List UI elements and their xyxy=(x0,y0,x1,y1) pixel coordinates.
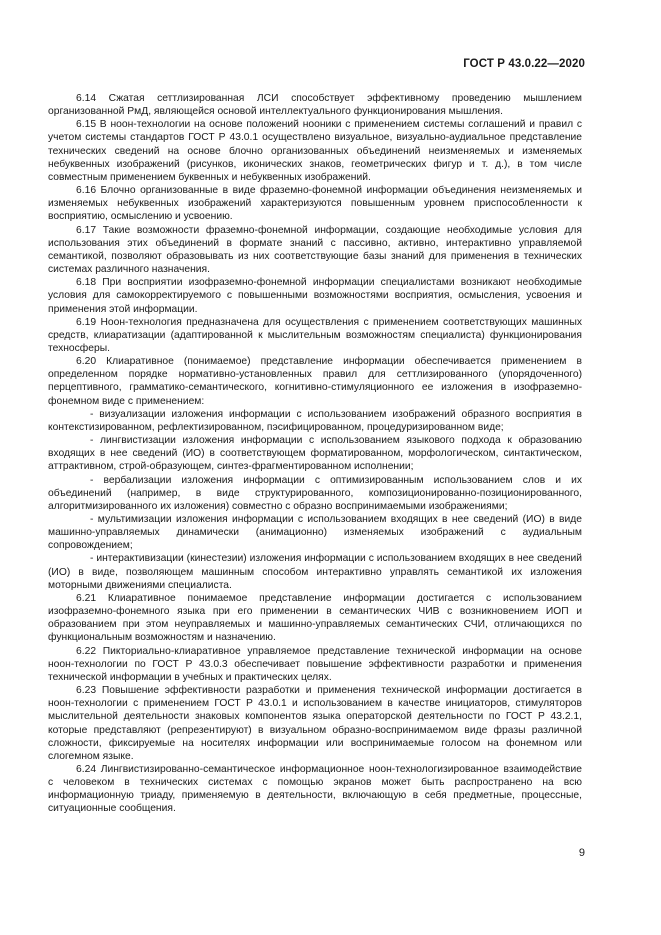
paragraph: 6.16 Блочно организованные в виде фраземно-фонемной информации объединения неизменяемых и изменяемых небуквенных изображений характеризуются повышенным уровнем приспособленности к восприятию, осмыслению и усвоению. xyxy=(48,185,582,223)
paragraph: 6.15 В ноон-технологии на основе положений нооники с применением системы соглашений и правил с учетом системы стандартов ГОСТ Р 43.0.1 осуществлено визуальное, визуально-аудиальное представление технических сведений на основе блочно организованных объединений неизменяемых и изменяемых небуквенных изображений (рисунков, иконических знаков, геометрических фигур и т. д.), в том числе совместным применением буквенных и небуквенных изображений. xyxy=(48,119,582,183)
paragraph: 6.23 Повышение эффективности разработки и применения технической информации достигается в ноон-технологии с применением ГОСТ Р 43.0.1 и использованием в качестве инициаторов, стимуляторов мыслительной деятельности знаковых компонентов языка операторской деятельности по ГОСТ Р 43.2.1, которые представляют (репрезентируют) в визуальном образно-воспринимаемом виде фразы различной сложности, фиксируемые на носителях информации или воспринимаемые голосом на фонемном или слогемном языке. xyxy=(48,685,582,762)
paragraph: 6.22 Пикториально-клиаративное управляемое представление технической информации на основе ноон-технологии по ГОСТ Р 43.0.3 обеспечивает повышение эффективности разработки и применения технической информации в учебных и практических целях. xyxy=(48,645,582,683)
list-item: - визуализации изложения информации с использованием изображений образного восприятия в контекстизированном, рефлектизированном, пэсифицированном, процедуризированном виде; xyxy=(48,408,582,433)
list-item: - лингвистизации изложения информации с использованием языкового подхода к образованию входящих в нее сведений (ИО) в соответствующем форматированном, морфологическом, синтактическом, аттрактивном, строй-образующем, синтез-фрагментированном исполнении; xyxy=(48,435,582,473)
document-body xyxy=(48,92,582,816)
paragraph: 6.20 Клиаративное (понимаемое) представление информации обеспечивается применением в определенном порядке нормативно-установленных правил для сеттлизированного (упорядоченного) перцептивного, грамматико-семантического, когнитивно-стимуляционного ее изложения в изофраземно-фонемном виде с применением: xyxy=(48,356,582,407)
paragraph: 6.14 Сжатая сеттлизированная ЛСИ способствует эффективному проведению мышлением организованной РмД, являющейся основой интеллектуального функционирования мышления. xyxy=(48,93,582,118)
paragraph: 6.19 Ноон-технология предназначена для осуществления с применением соответствующих машинных средств, клиаратизации (адаптированной к мыслительным возможностям специалиста) функционирования техносферы. xyxy=(48,316,582,354)
list-item: - вербализации изложения информации с оптимизированным использованием слов и их объединений (например, в виде структурированного, композиционированно-позиционированного, алгоритмизированного их изложения) совместно с образно воспринимаемыми изображениями; xyxy=(48,474,582,512)
page-number: 9 xyxy=(578,847,585,859)
paragraph: 6.21 Клиаративное понимаемое представление информации достигается с использованием изофраземно-фонемного языка при его применении в семантических ЧИВ с возникновением ИОП и образованием при этом неуправляемых и машинно-управляемых семантических СЧИ, отличающихся по функциональным возможностям и назначению. xyxy=(48,592,582,644)
paragraph: 6.24 Лингвистизированно-семантическое информационное ноон-технологизированное взаимодействие с человеком в технических системах с помощью экранов может быть распространено на всю информационную триаду, применяемую в деятельности, включающую в себя предметные, процессные, ситуационные сообщения. xyxy=(48,763,582,815)
list-item: - интерактивизации (кинестезии) изложения информации с использованием входящих в нее сведений (ИО) в виде, позволяющем машинным способом интерактивно управлять семантикой их изложения моторными движениями специалиста. xyxy=(48,553,582,591)
paragraph: 6.18 При восприятии изофраземно-фонемной информации специалистами возникают необходимые условия для самокорректируемого с повышенными возможностями восприятия, осмысления, усвоения и применения этой информации. xyxy=(48,277,582,315)
paragraph: 6.17 Такие возможности фраземно-фонемной информации, создающие необходимые условия для использования этих объединений в формате знаний с пассивно, активно, интерактивно управляемой семантикой, позволяют образовывать из них соответствующие базы знаний для применения в технических системах различного назначения. xyxy=(48,224,582,276)
standard-number-header: ГОСТ Р 43.0.22—2020 xyxy=(463,58,585,70)
list-item: - мультимизации изложения информации с использованием входящих в нее сведений (ИО) в виде машинно-управляемых динамически (анимационно) изменяемых изображений с аудиальным сопровождением; xyxy=(48,514,582,552)
